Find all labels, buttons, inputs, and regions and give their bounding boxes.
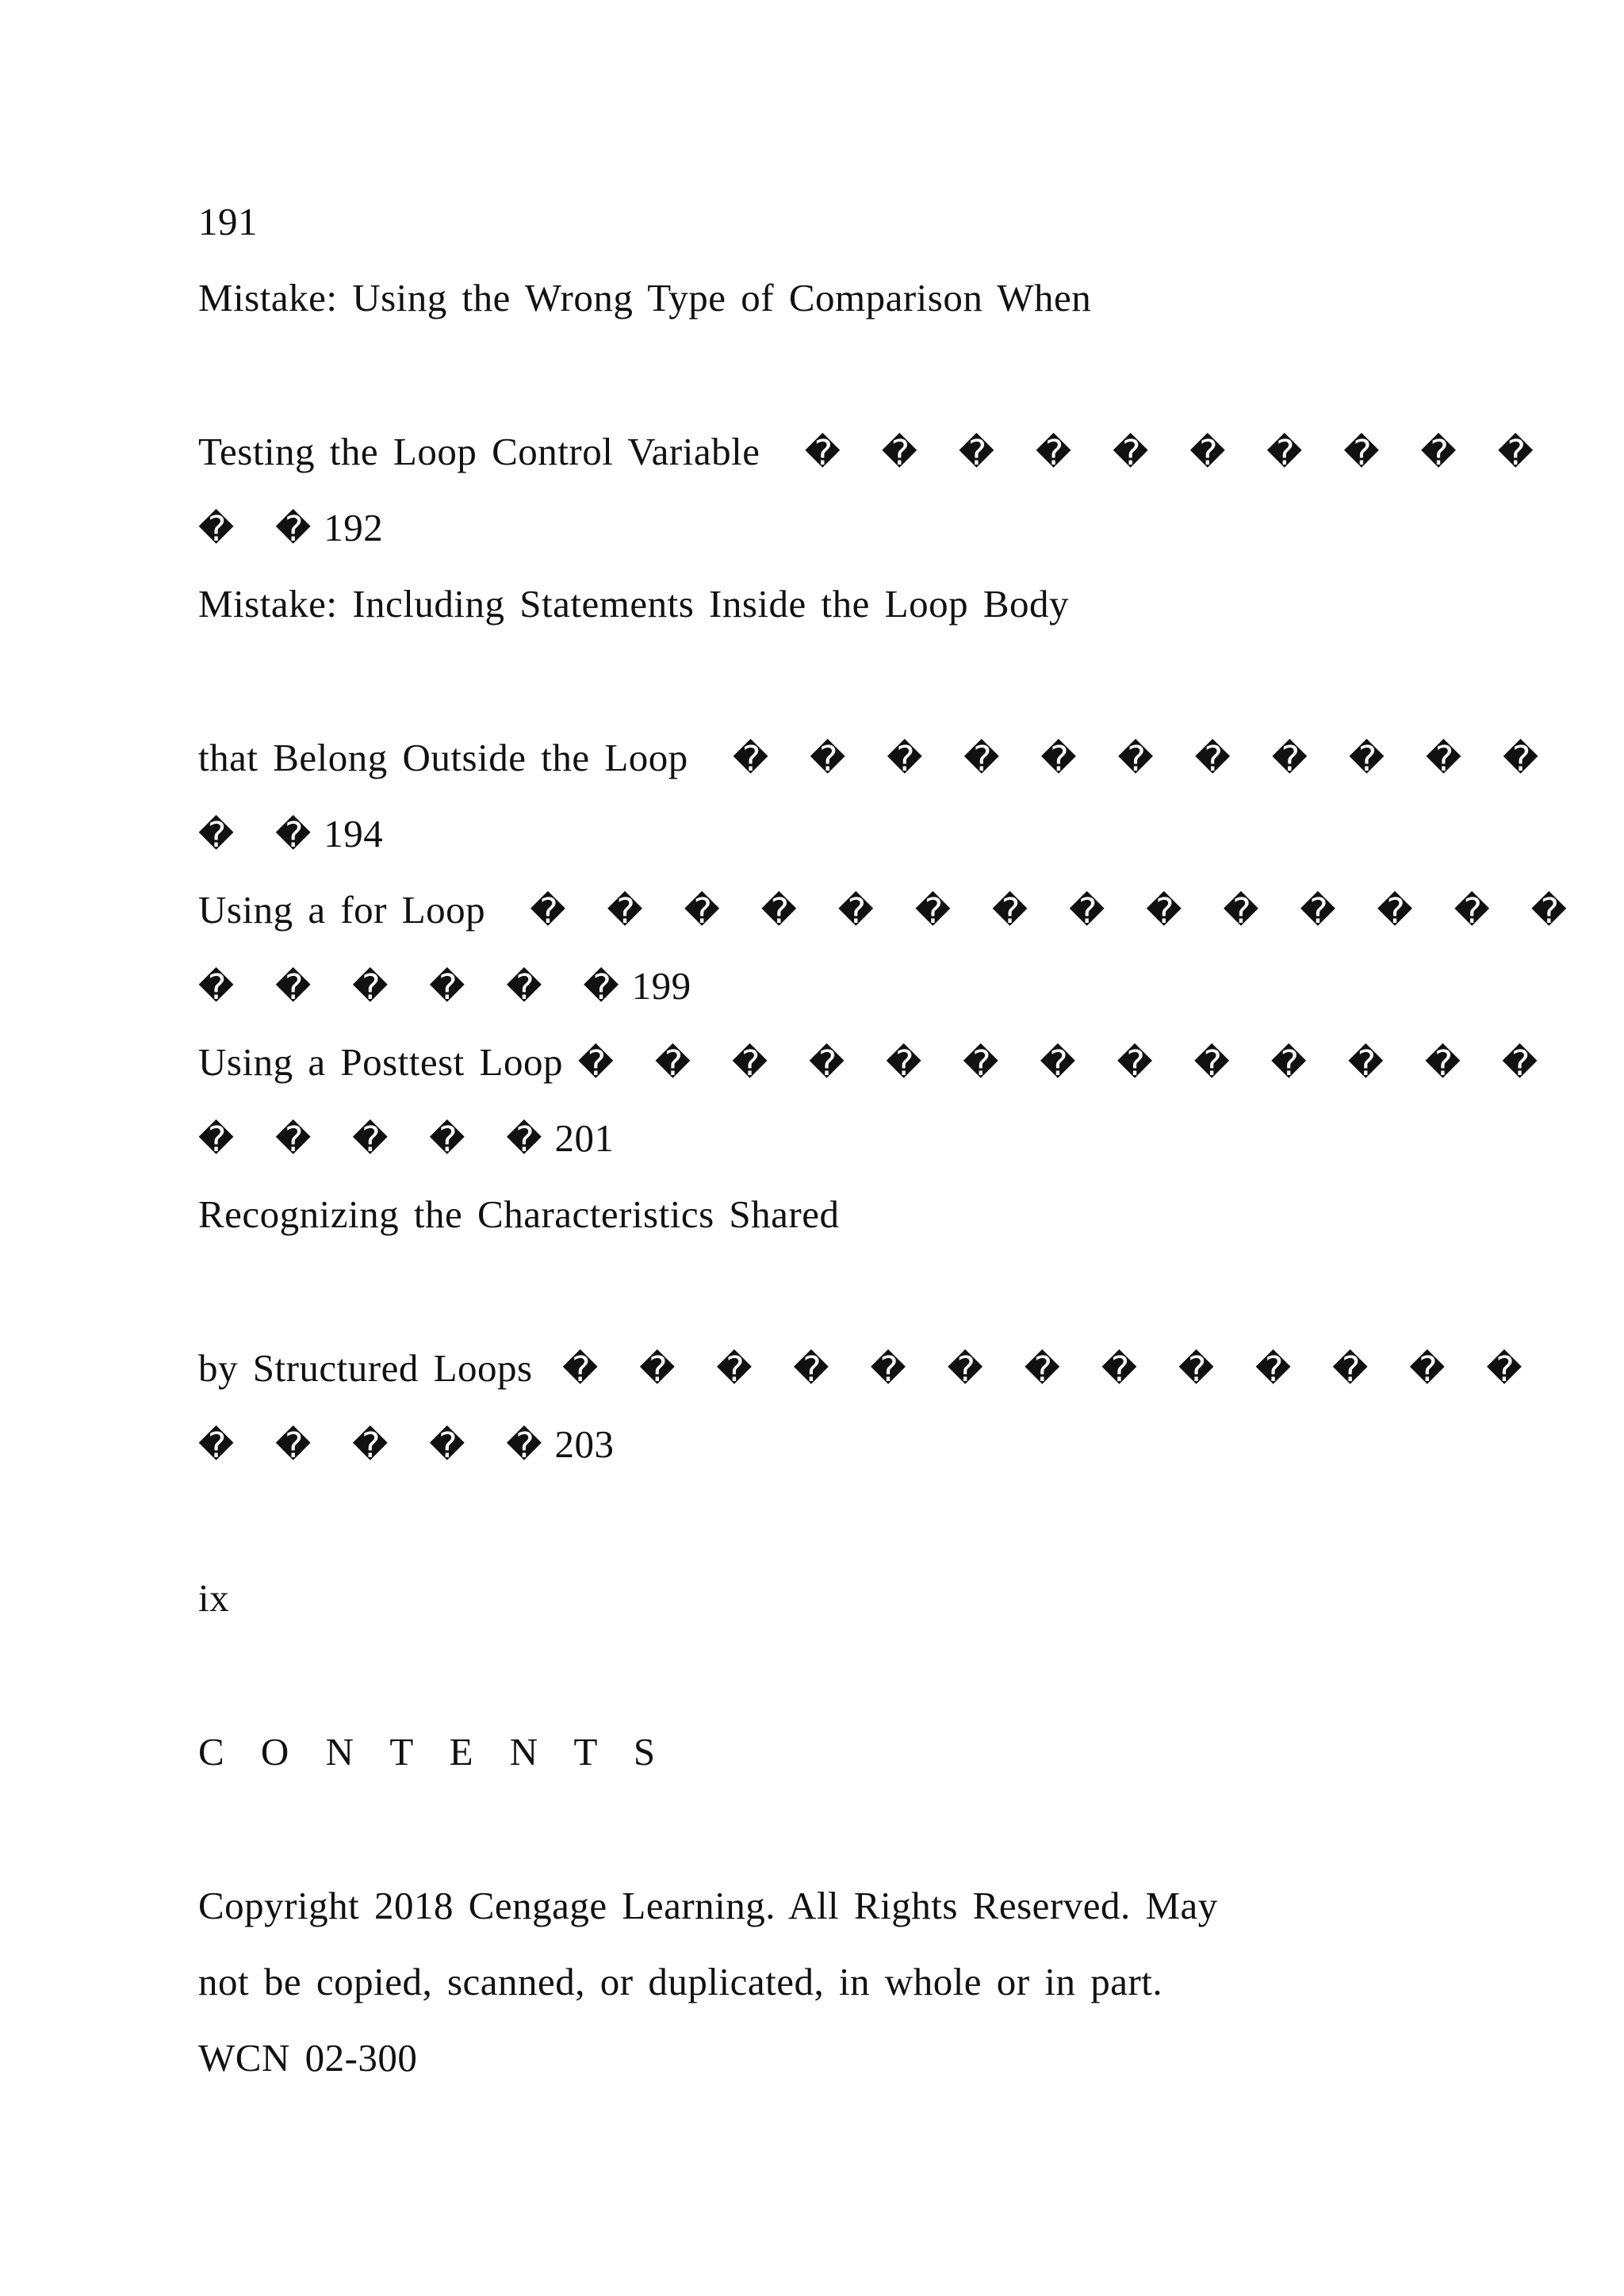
toc-entry-5-title-line2 xyxy=(198,1345,1534,1394)
toc-entry-3-leader: � � � � � � � � � � � � � � xyxy=(530,891,1580,932)
toc-entry-2-leader: � � � � � � � � � � � xyxy=(733,739,1580,779)
toc-entry-2-page: 194 xyxy=(324,812,384,855)
toc-entry-1-page-line xyxy=(198,504,383,553)
toc-page-number-191: 191 xyxy=(198,200,258,243)
toc-entry-1-page: 192 xyxy=(324,506,384,549)
toc-entry-4-page: 201 xyxy=(554,1116,615,1160)
page-folio: ix xyxy=(198,1576,230,1620)
copyright-line3: WCN 02-300 xyxy=(198,2036,418,2080)
toc-entry-2-title-line1: Mistake: Including Statements Inside the Loop Body xyxy=(198,582,1070,626)
copyright-line1: Copyright 2018 Cengage Learning. All Rights Reserved. May xyxy=(198,1884,1218,1927)
toc-entry-3-title-line xyxy=(198,886,1580,936)
toc-entry-2-page-line xyxy=(198,810,383,859)
toc-entry-2-title-text: that Belong Outside the Loop xyxy=(198,736,688,779)
toc-entry-3-title-text: Using a for Loop xyxy=(198,888,486,932)
toc-entry-4-page-line xyxy=(198,1115,615,1164)
toc-entry-5-leader-cont: � � � � � xyxy=(198,1425,555,1466)
toc-entry-2-leader-cont: � � xyxy=(198,815,324,855)
toc-entry-1-title-text: Testing the Loop Control Variable xyxy=(198,430,760,473)
toc-entry-1-leader: � � � � � � � � � � xyxy=(804,433,1546,473)
copyright-line2: not be copied, scanned, or duplicated, in whole or in part. xyxy=(198,1960,1163,2003)
toc-entry-5-page-line xyxy=(198,1421,615,1470)
toc-entry-4-leader: � � � � � � � � � � � � � xyxy=(577,1043,1551,1084)
toc-entry-1-title-line2 xyxy=(198,428,1546,477)
toc-entry-5-leader: � � � � � � � � � � � � � xyxy=(562,1349,1535,1390)
toc-entry-4-title-line xyxy=(198,1039,1550,1088)
toc-entry-4-leader-cont: � � � � � xyxy=(198,1119,555,1160)
toc-entry-3-page-line xyxy=(198,962,691,1012)
toc-entry-5-title-text: by Structured Loops xyxy=(198,1346,533,1390)
running-head: C O N T E N T S xyxy=(198,1730,667,1774)
toc-entry-3-page: 199 xyxy=(631,964,691,1008)
toc-entry-4-title-text: Using a Posttest Loop xyxy=(198,1040,563,1084)
toc-entry-3-leader-cont: � � � � � � xyxy=(198,967,632,1008)
toc-entry-5-title-line1: Recognizing the Characteristics Shared xyxy=(198,1192,840,1236)
toc-entry-1-leader-cont: � � xyxy=(198,509,324,549)
toc-entry-1-title-line1: Mistake: Using the Wrong Type of Comparison When xyxy=(198,276,1092,320)
toc-entry-5-page: 203 xyxy=(554,1422,615,1466)
toc-entry-2-title-line2 xyxy=(198,734,1580,783)
